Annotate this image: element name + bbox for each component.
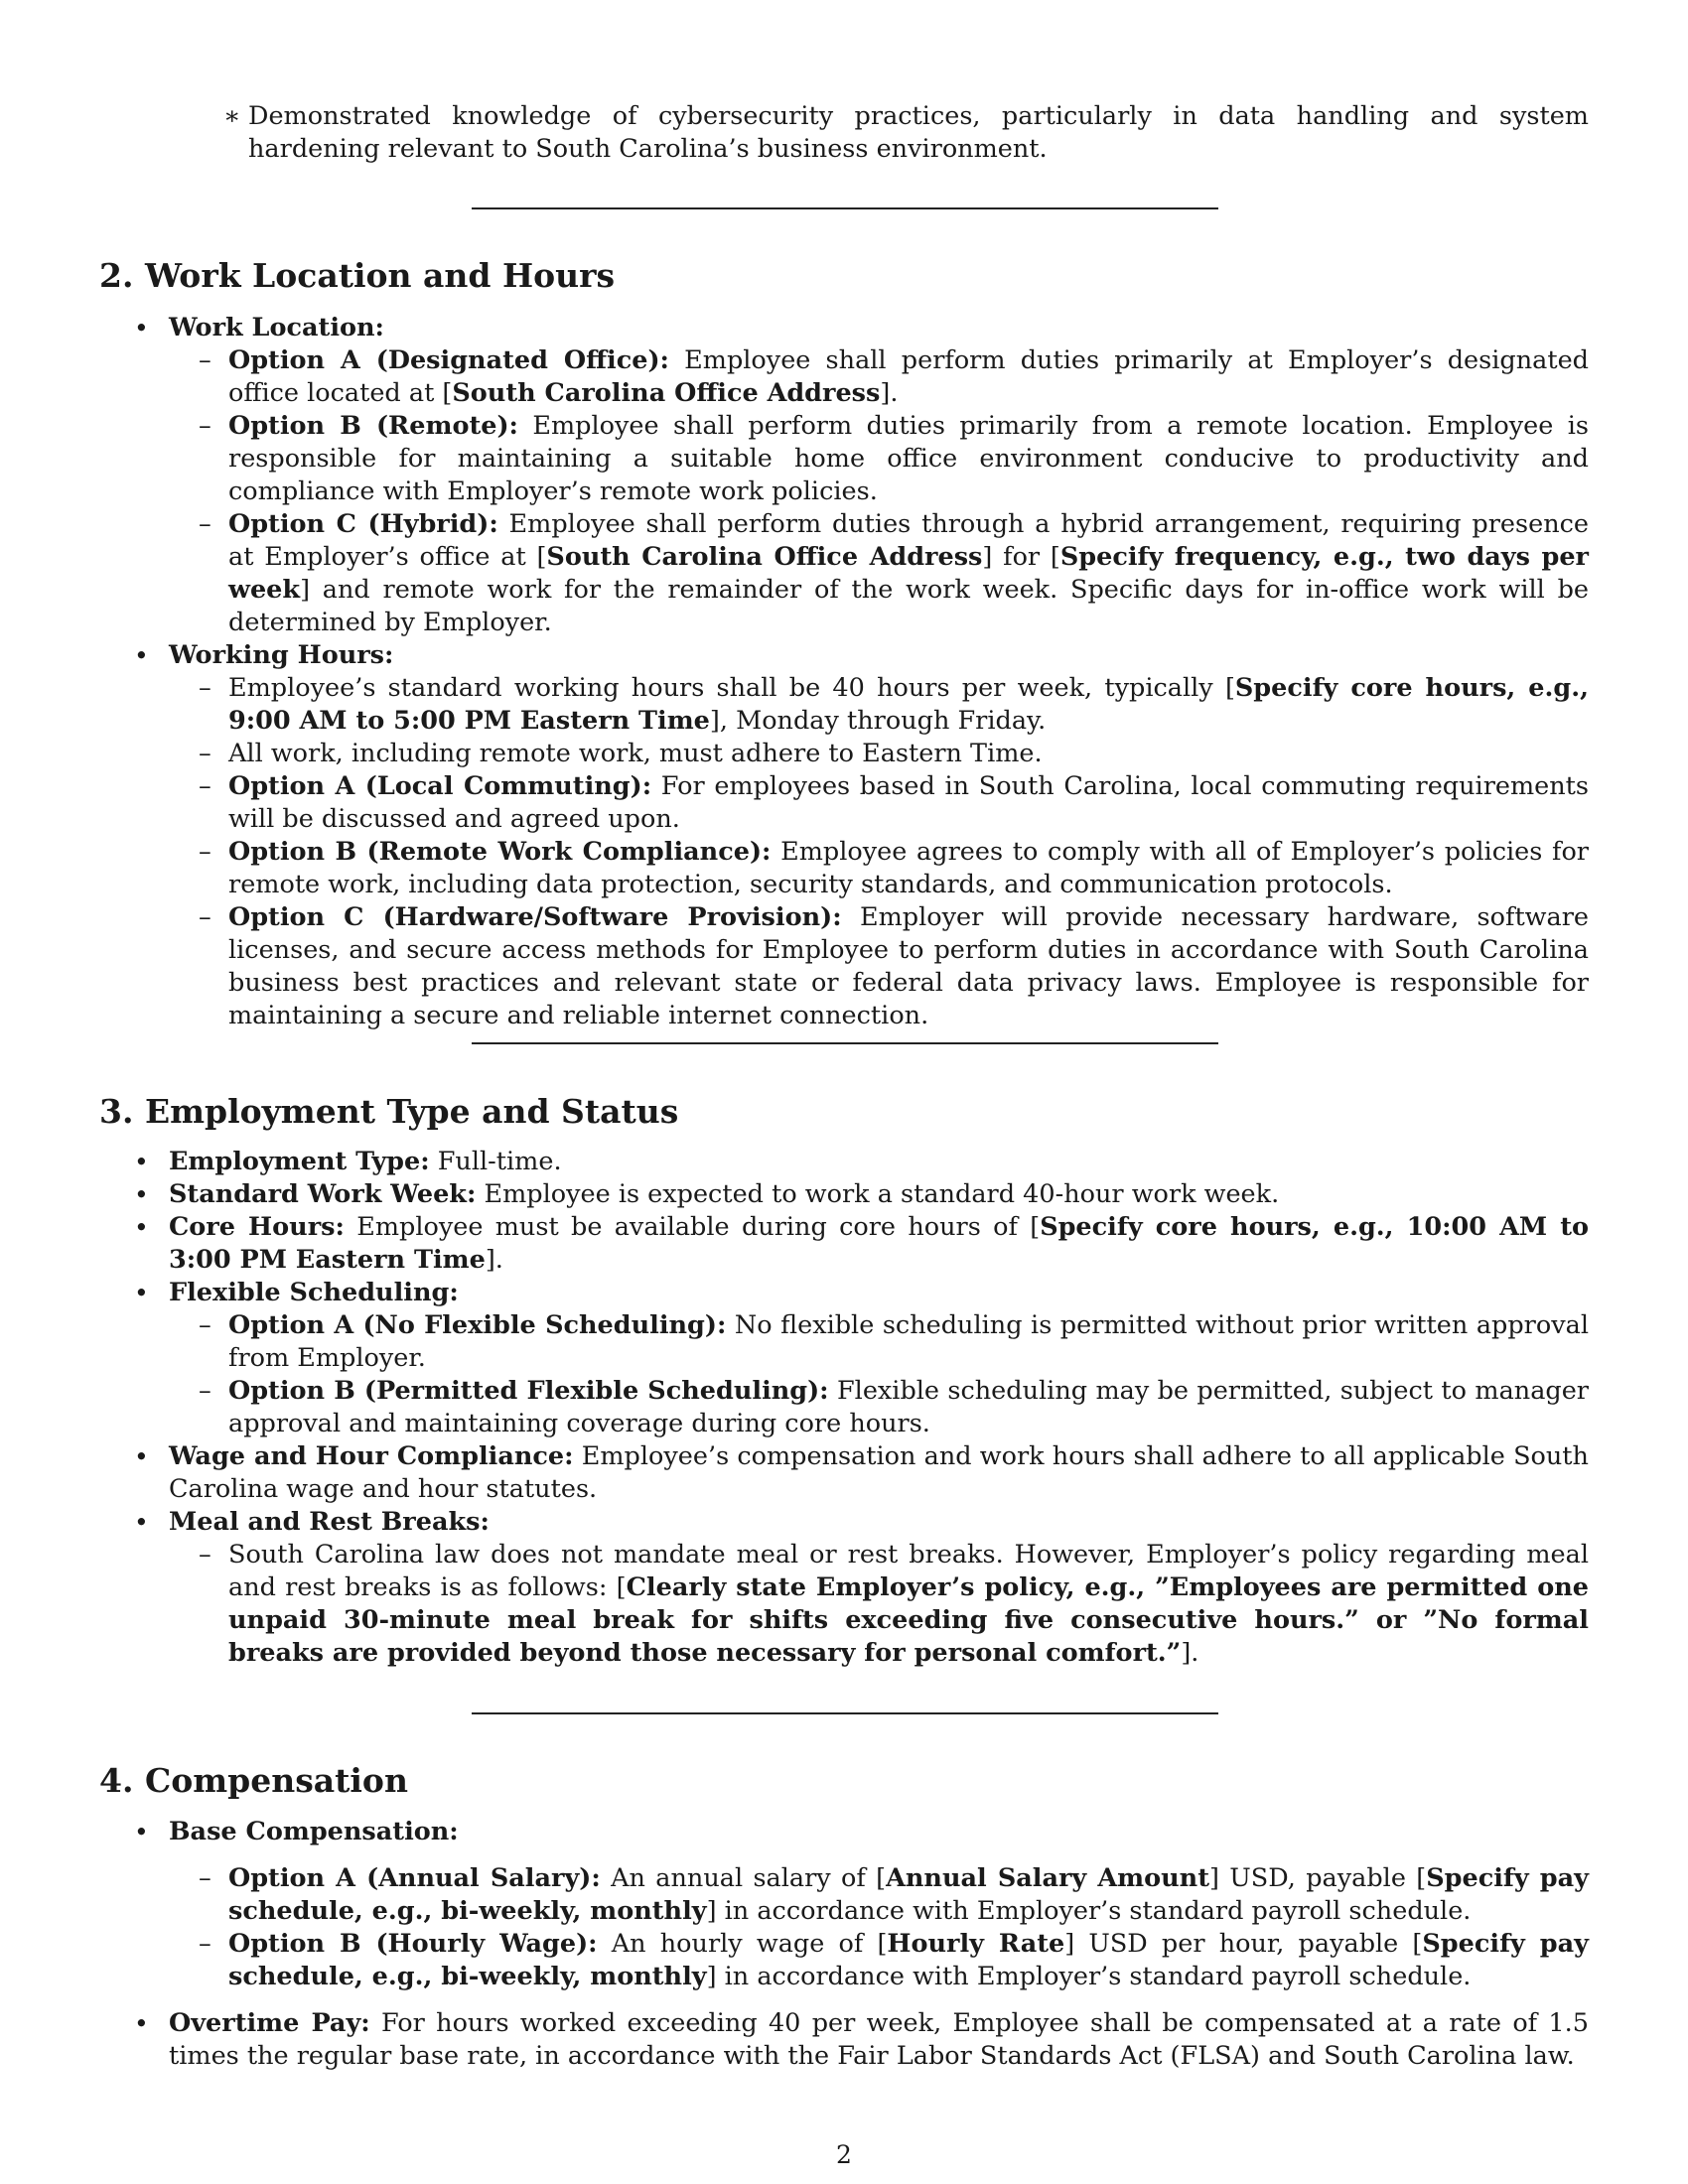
working-hours-option-b	[99, 836, 1589, 901]
base-compensation-item	[99, 1816, 1589, 2007]
item-text: For hours worked exceeding 40 per week, Employee shall be compensated at a rate of 1.5 times the regular base rate, in accordance with the Fair Labor Standards Act (FLSA) and South Carolina law.	[169, 2008, 1589, 2071]
item-text: ].	[485, 1245, 503, 1275]
item-label: Base Compensation:	[169, 1817, 459, 1846]
option-text: ].	[880, 378, 899, 408]
meal-rest-breaks-item	[99, 1506, 1589, 1670]
spacer	[169, 1848, 1589, 1862]
hourly-wage-option	[99, 1928, 1589, 1993]
option-label: Option A (Annual Salary):	[228, 1863, 601, 1893]
placeholder: South Carolina Office Address	[452, 378, 881, 408]
option-text: Employee shall perform duties primarily at Employer’s designated office located at [	[228, 345, 1589, 408]
option-text: Employer will provide necessary hardware, software licenses, and secure access methods for Employee to perform duties in accordance with South Carolina business best practices and relevant state or federal data privacy laws. Employee is responsible for maintaining a secure and reliable internet connection.	[228, 902, 1589, 1030]
work-location-label: Work Location:	[169, 313, 384, 342]
option-label: Option C (Hardware/Software Provision):	[228, 902, 842, 932]
placeholder: Specify frequency, e.g., two days per week	[228, 542, 1589, 605]
item-label: Overtime Pay:	[169, 2008, 370, 2038]
work-location-option-c	[99, 508, 1589, 639]
option-label: Option A (Local Commuting):	[228, 771, 652, 801]
item-text: Employee’s compensation and work hours shall adhere to all applicable South Carolina wage and hour statutes.	[169, 1441, 1589, 1504]
working-hours-timezone	[99, 738, 1589, 770]
section-3-title: 3. Employment Type and Status	[99, 1092, 679, 1131]
core-hours-item	[99, 1211, 1589, 1277]
section-4-title: 4. Compensation	[99, 1761, 408, 1800]
meal-break-policy	[99, 1539, 1589, 1670]
option-label: Option B (Remote):	[228, 411, 518, 441]
item-label: Standard Work Week:	[169, 1179, 477, 1209]
option-text: ] for [	[982, 542, 1060, 572]
section-2-title: 2. Work Location and Hours	[99, 256, 616, 295]
flexible-scheduling-item	[99, 1277, 1589, 1440]
work-location-item	[99, 312, 1589, 639]
item-label: Flexible Scheduling:	[169, 1278, 459, 1307]
overtime-pay-item	[99, 2007, 1589, 2073]
page-number: 2	[836, 2140, 852, 2169]
option-text: ].	[1181, 1638, 1199, 1668]
placeholder: Specify pay schedule, e.g., bi-weekly, monthly	[228, 1863, 1589, 1926]
option-label: Option B (Permitted Flexible Scheduling):	[228, 1376, 829, 1406]
option-text: Employee shall perform duties primarily from a remote location. Employee is responsible for maintaining a suitable home office environment conducive to productivity and compliance with Employer’s remote work policies.	[228, 411, 1589, 506]
item-text: Employee is expected to work a standard 40-hour work week.	[476, 1179, 1280, 1209]
placeholder: Clearly state Employer’s policy, e.g., ”Employees are permitted one unpaid 30-minute meal break for shifts exceeding five consecutive hours.” or ”No formal breaks are provided beyond those necessary for personal comfort.”	[228, 1572, 1590, 1668]
option-text: For employees based in South Carolina, local commuting requirements will be discussed and agreed upon.	[228, 771, 1589, 834]
cybersecurity-item: ∗ Demonstrated knowledge of cybersecurity practices, particularly in data handling and system hardening relevant to South Carolina’s business environment.	[248, 100, 1589, 166]
option-text: ] USD per hour, payable [	[1064, 1929, 1423, 1959]
flexible-option-b	[99, 1375, 1589, 1440]
option-text: Flexible scheduling may be permitted, subject to manager approval and maintaining coverage during core hours.	[228, 1376, 1589, 1438]
section-4-body	[99, 1816, 1589, 2073]
option-label: Option A (Designated Office):	[228, 345, 669, 375]
item-label: Core Hours:	[169, 1212, 345, 1242]
item-text: Employee must be available during core hours of [	[344, 1212, 1041, 1242]
placeholder: Annual Salary Amount	[886, 1863, 1209, 1893]
item-text: Full-time.	[429, 1147, 562, 1176]
option-text: Employee shall perform duties through a hybrid arrangement, requiring presence at Employer’s office at [	[228, 509, 1589, 572]
item-label: Employment Type:	[169, 1147, 430, 1176]
work-location-option-a	[99, 344, 1589, 410]
wage-hour-compliance-item	[99, 1440, 1589, 1506]
option-text: An annual salary of [	[600, 1863, 887, 1893]
option-text: South Carolina law does not mandate meal or rest breaks. However, Employer’s policy regarding meal and rest breaks is as follows: [	[228, 1540, 1589, 1602]
placeholder: Specify core hours, e.g., 10:00 AM to 3:00 PM Eastern Time	[169, 1212, 1590, 1275]
option-text: ] in accordance with Employer’s standard payroll schedule.	[706, 1962, 1472, 1991]
option-text: ], Monday through Friday.	[709, 706, 1047, 736]
option-label: Option C (Hybrid):	[228, 509, 498, 539]
item-label: Wage and Hour Compliance:	[169, 1441, 574, 1471]
section-divider	[472, 1042, 1218, 1044]
option-text: Employee agrees to comply with all of Employer’s policies for remote work, including data protection, security standards, and communication protocols.	[228, 837, 1589, 899]
item-label: Meal and Rest Breaks:	[169, 1507, 490, 1537]
working-hours-label: Working Hours:	[169, 640, 394, 670]
section-2-body	[99, 312, 1589, 1032]
option-label: Option B (Remote Work Compliance):	[228, 837, 772, 867]
annual-salary-option	[99, 1862, 1589, 1928]
option-text: An hourly wage of [	[597, 1929, 888, 1959]
placeholder: South Carolina Office Address	[546, 542, 983, 572]
working-hours-standard	[99, 672, 1589, 738]
working-hours-option-c	[99, 901, 1589, 1032]
option-text: ] USD, payable [	[1208, 1863, 1427, 1893]
working-hours-item	[99, 639, 1589, 1032]
section-divider	[472, 207, 1218, 209]
option-label: Option A (No Flexible Scheduling):	[228, 1310, 727, 1340]
option-text: No flexible scheduling is permitted without prior written approval from Employer.	[228, 1310, 1589, 1373]
working-hours-option-a	[99, 770, 1589, 836]
work-location-option-b	[99, 410, 1589, 508]
option-text: ] in accordance with Employer’s standard payroll schedule.	[706, 1896, 1472, 1926]
option-text: ] and remote work for the remainder of the work week. Specific days for in-office work will be determined by Employer.	[228, 575, 1589, 637]
option-label: Option B (Hourly Wage):	[228, 1929, 598, 1959]
section-divider	[472, 1712, 1218, 1714]
spacer	[169, 1993, 1589, 2007]
placeholder: Hourly Rate	[887, 1929, 1065, 1959]
standard-work-week-item	[99, 1178, 1589, 1211]
option-text: All work, including remote work, must adhere to Eastern Time.	[228, 739, 1043, 768]
employment-type-item	[99, 1146, 1589, 1178]
section-3-body	[99, 1146, 1589, 1670]
option-text: Employee’s standard working hours shall be 40 hours per week, typically [	[228, 673, 1235, 703]
placeholder: Specify pay schedule, e.g., bi-weekly, monthly	[228, 1929, 1589, 1991]
flexible-option-a	[99, 1309, 1589, 1375]
placeholder: Specify core hours, e.g., 9:00 AM to 5:00 PM Eastern Time	[228, 673, 1589, 736]
